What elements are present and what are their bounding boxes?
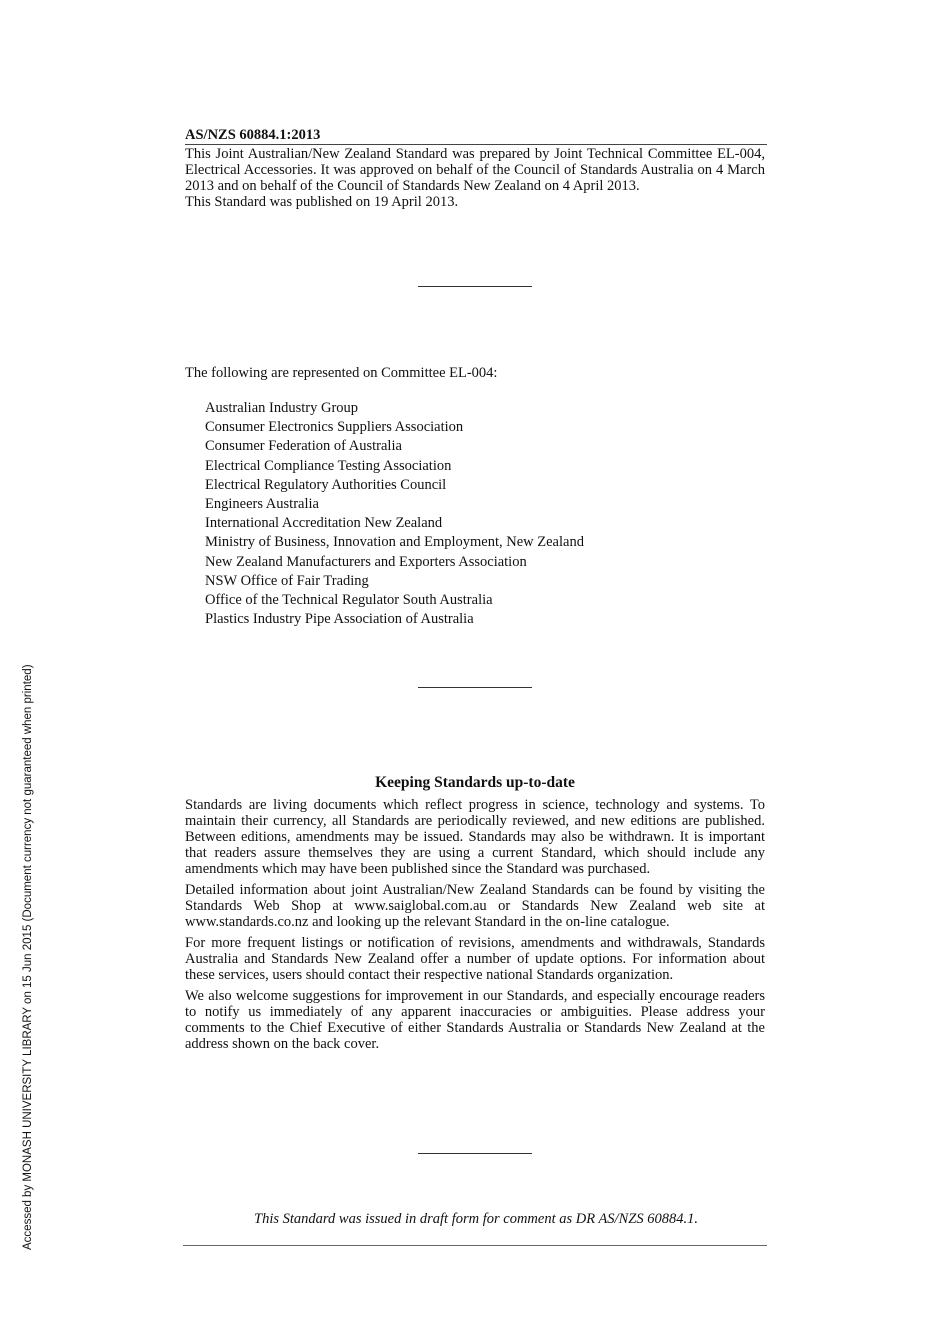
body-paragraph: We also welcome suggestions for improvement in our Standards, and especially encourage readers to notify us immediately of any apparent inaccuracies or ambiguities. Please address your comments to the Chief Executive of either Standards Australia or Standards New Zealand at the address shown on the back cover. (185, 988, 765, 1052)
committee-member: Electrical Regulatory Authorities Council (205, 476, 447, 493)
header-rule (185, 144, 767, 145)
committee-member: NSW Office of Fair Trading (205, 572, 369, 589)
committee-member: Ministry of Business, Innovation and Employment, New Zealand (205, 534, 584, 551)
committee-member: Australian Industry Group (205, 400, 359, 416)
section-divider (418, 687, 532, 688)
keeping-up-to-date-body (185, 797, 765, 1057)
committee-member: New Zealand Manufacturers and Exporters Association (205, 553, 527, 570)
committee-member-list (205, 399, 765, 629)
draft-note: This Standard was issued in draft form for comment as DR AS/NZS 60884.1. (254, 1211, 698, 1227)
section-divider (418, 1153, 532, 1154)
committee-member: Consumer Federation of Australia (205, 438, 402, 455)
body-paragraph: Detailed information about joint Australian/New Zealand Standards can be found by visiting the Standards Web Shop at www.saiglobal.com.au or Standards New Zealand web site at www.standards.co.nz and looking up the relevant Standard in the on-line catalogue. (185, 882, 765, 930)
section-divider (418, 286, 532, 287)
committee-member: Plastics Industry Pipe Association of Australia (205, 611, 474, 628)
access-watermark: Accessed by MONASH UNIVERSITY LIBRARY on 15 Jun 2015 (Document currency not guaranteed when printed) (22, 664, 34, 1250)
committee-member: Consumer Electronics Suppliers Association (205, 419, 464, 436)
footer-rule (183, 1245, 767, 1246)
body-paragraph: For more frequent listings or notification of revisions, amendments and withdrawals, Standards Australia and Standards New Zealand offer a number of update options. For information about these services, users should contact their respective national Standards organization. (185, 935, 765, 983)
preparation-block (185, 146, 765, 210)
preparation-paragraph: This Joint Australian/New Zealand Standard was prepared by Joint Technical Committee EL-004, Electrical Accessories. It was approved on behalf of the Council of Standards Australia on 4 March 2013 and on behalf of the Council of Standards New Zealand on 4 April 2013. (185, 146, 765, 194)
committee-member: International Accreditation New Zealand (205, 515, 443, 532)
body-paragraph: Standards are living documents which reflect progress in science, technology and systems. To maintain their currency, all Standards are periodically reviewed, and new editions are published. Between editions, amendments may be issued. Standards may also be withdrawn. It is important that readers assure themselves they are using a current Standard, which should include any amendments which may have been published since the Standard was purchased. (185, 797, 765, 877)
committee-intro: The following are represented on Committee EL-004: (185, 365, 498, 381)
standard-id: AS/NZS 60884.1:2013 (185, 127, 321, 143)
publication-date: This Standard was published on 19 April 2013. (185, 194, 459, 210)
committee-member: Engineers Australia (205, 496, 319, 513)
committee-member: Electrical Compliance Testing Association (205, 457, 452, 474)
section-title: Keeping Standards up-to-date (375, 774, 575, 791)
committee-member: Office of the Technical Regulator South Australia (205, 592, 493, 609)
